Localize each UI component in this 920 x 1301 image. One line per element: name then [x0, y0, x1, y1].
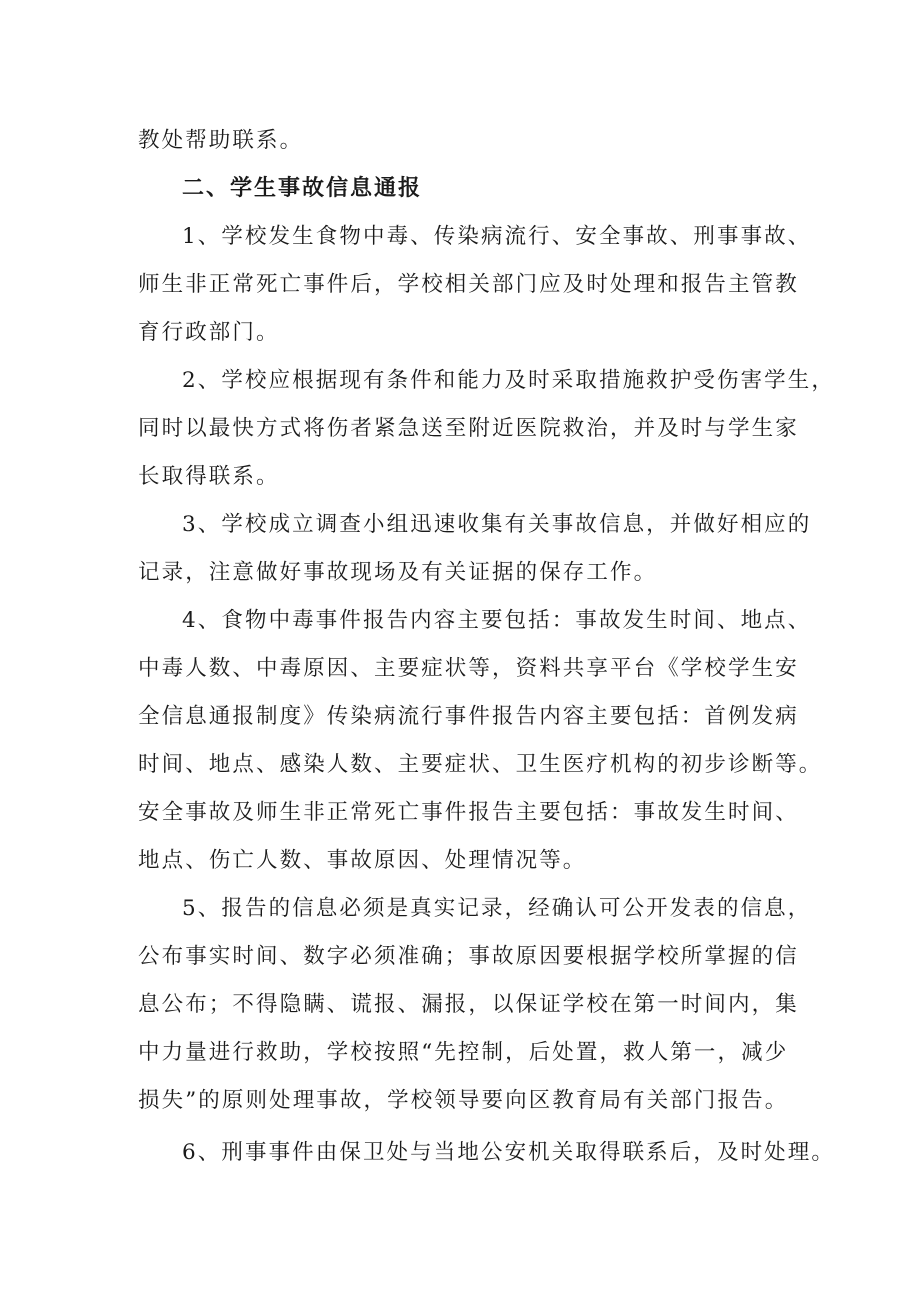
paragraph-line: 1、学校发生食物中毒、传染病流行、安全事故、刑事事故、: [182, 224, 812, 249]
paragraph-line: 长取得联系。: [138, 464, 280, 489]
paragraph-line: 时间、地点、感染人数、主要症状、卫生医疗机构的初步诊断等。: [138, 752, 823, 777]
paragraph-line: 2、学校应根据现有条件和能力及时采取措施救护受伤害学生，: [182, 368, 835, 393]
section-heading: 二、学生事故信息通报: [182, 176, 423, 201]
paragraph-line: 息公布；不得隐瞒、谎报、漏报，以保证学校在第一时间内，集: [138, 992, 799, 1017]
paragraph-line: 师生非正常死亡事件后，学校相关部门应及时处理和报告主管教: [138, 272, 799, 297]
paragraph-line: 中毒人数、中毒原因、主要症状等，资料共享平台《学校学生安: [138, 656, 799, 681]
paragraph-line: 4、食物中毒事件报告内容主要包括：事故发生时间、地点、: [182, 608, 812, 633]
paragraph-line: 地点、伤亡人数、事故原因、处理情况等。: [138, 848, 587, 873]
paragraph-line: 育行政部门。: [138, 320, 280, 345]
paragraph-line: 同时以最快方式将伤者紧急送至附近医院救治，并及时与学生家: [138, 416, 799, 441]
paragraph-line: 安全事故及师生非正常死亡事件报告主要包括：事故发生时间、: [138, 800, 799, 825]
paragraph-line: 3、学校成立调查小组迅速收集有关事故信息，并做好相应的: [182, 512, 812, 537]
paragraph-line: 6、刑事事件由保卫处与当地公安机关取得联系后，及时处理。: [182, 1140, 835, 1165]
paragraph-line: 公布事实时间、数字必须准确；事故原因要根据学校所掌握的信: [138, 944, 799, 969]
paragraph-line: 5、报告的信息必须是真实记录，经确认可公开发表的信息，: [182, 896, 812, 921]
paragraph-line: 全信息通报制度》传染病流行事件报告内容主要包括：首例发病: [138, 704, 799, 729]
paragraph-line: 中力量进行救助，学校按照“先控制，后处置，救人第一，减少: [138, 1040, 789, 1065]
intro-tail-line: 教处帮助联系。: [138, 128, 304, 153]
paragraph-line: 损失”的原则处理事故，学校领导要向区教育局有关部门报告。: [138, 1088, 789, 1113]
paragraph-line: 记录，注意做好事故现场及有关证据的保存工作。: [138, 560, 658, 585]
